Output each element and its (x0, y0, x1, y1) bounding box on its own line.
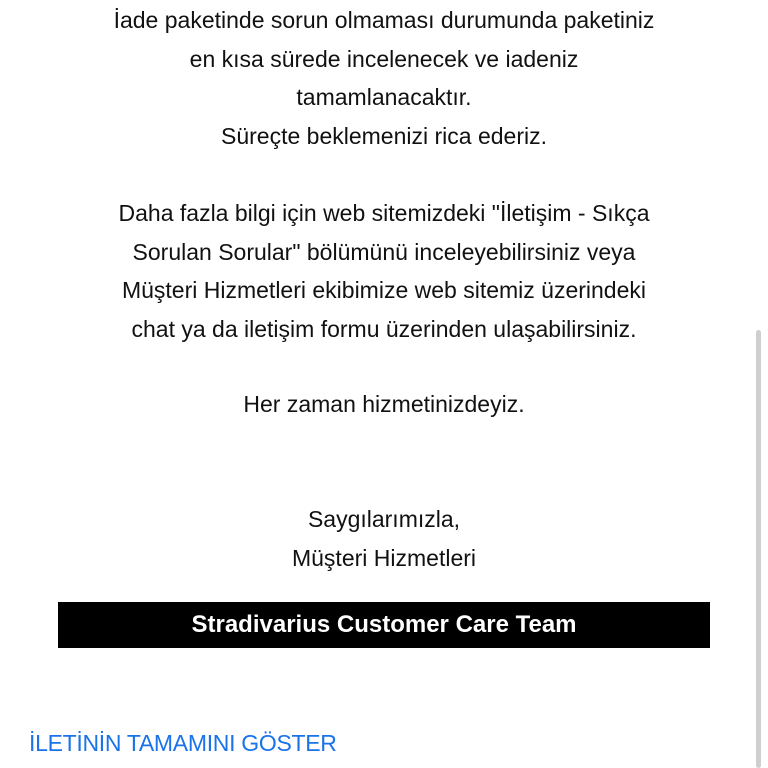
text-line: Daha fazla bilgi için web sitemizdeki "İletişim - Sıkça (118, 200, 650, 226)
signoff-sender: Müşteri Hizmetleri (291, 544, 477, 571)
text-line: Müşteri Hizmetleri ekibimize web sitemiz üzerindeki (121, 277, 647, 303)
text-line: en kısa sürede incelenecek ve iadeniz (189, 45, 579, 72)
show-full-message-link[interactable]: İLETİNİN TAMAMINI GÖSTER (29, 730, 337, 756)
text-line: Sorulan Sorular" bölümünü inceleyebilirsiniz veya (132, 238, 636, 265)
signoff (0, 500, 768, 577)
signoff-greeting: Saygılarımızla, (307, 506, 461, 532)
return-info-paragraph (0, 1, 768, 155)
service-paragraph (0, 385, 768, 424)
scrollbar[interactable] (756, 330, 761, 768)
text-line: İade paketinde sorun olmaması durumunda paketiniz (113, 7, 655, 33)
text-line: Her zaman hizmetinizdeyiz. (243, 391, 525, 417)
text-line: chat ya da iletişim formu üzerinden ulaşabilirsiniz. (131, 315, 637, 342)
text-line: tamamlanacaktır. (296, 84, 472, 110)
customer-care-banner: Stradivarius Customer Care Team (58, 602, 710, 648)
text-line: Süreçte beklemenizi rica ederiz. (221, 122, 547, 149)
contact-info-paragraph (0, 194, 768, 348)
